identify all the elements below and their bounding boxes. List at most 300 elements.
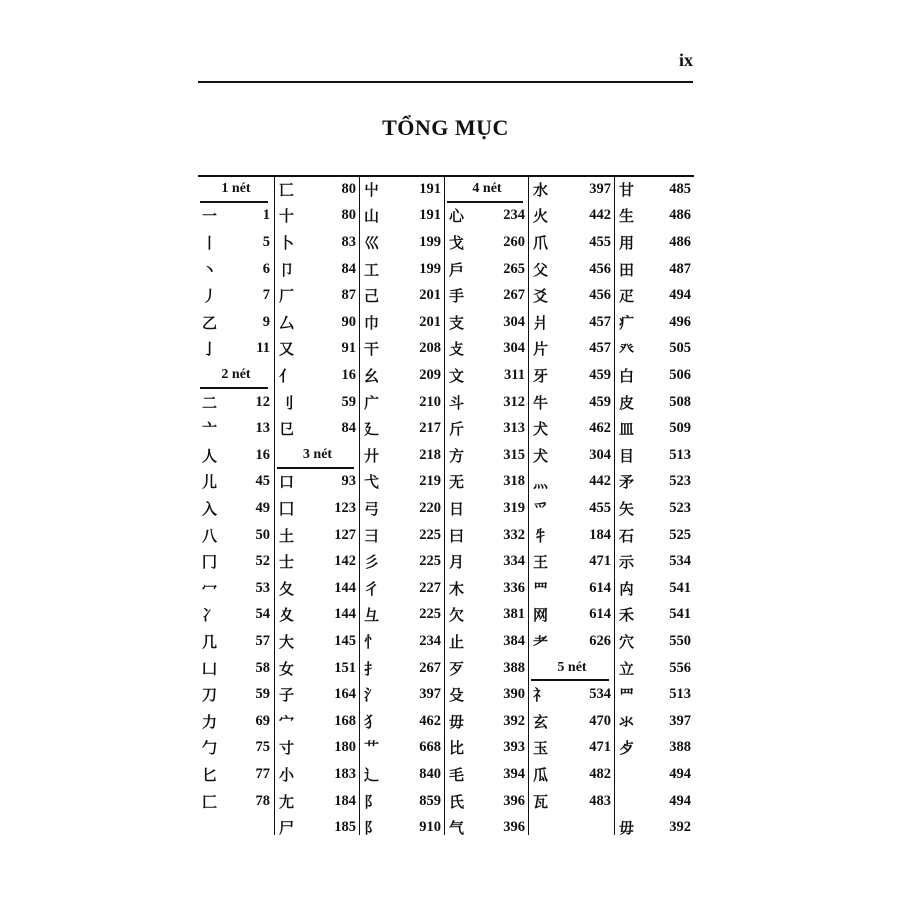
- radical-index-table: [198, 175, 696, 838]
- page-reference: 388: [503, 659, 525, 676]
- radical-entry: [615, 336, 695, 363]
- radical-entry: [615, 469, 695, 496]
- radical-glyph: 凵: [202, 659, 218, 678]
- page-reference: 513: [669, 686, 691, 703]
- radical-entry: [529, 761, 615, 788]
- radical-entry: [615, 735, 695, 762]
- radical-glyph: 矛: [619, 473, 635, 492]
- radical-glyph: 冂: [202, 553, 218, 572]
- page-reference: 482: [589, 765, 611, 782]
- radical-glyph: 罒: [619, 686, 635, 705]
- header-rule: [198, 81, 693, 83]
- radical-entry: [529, 788, 615, 815]
- page-reference: 525: [669, 526, 691, 543]
- page-reference: 392: [669, 819, 691, 836]
- radical-glyph: 灬: [533, 473, 549, 492]
- radical-entry: [360, 362, 445, 389]
- radical-entry: [529, 229, 615, 256]
- page-reference: 87: [341, 287, 356, 304]
- radical-glyph: 八: [202, 526, 218, 545]
- radical-glyph: 支: [449, 313, 465, 332]
- page-number: ix: [678, 50, 693, 70]
- radical-entry: [198, 735, 274, 762]
- index-column-2: [274, 175, 360, 838]
- radical-entry: [445, 522, 529, 549]
- page-reference: 509: [669, 420, 691, 437]
- page-reference: 57: [255, 632, 270, 649]
- index-column-6: [614, 175, 695, 838]
- radical-entry: [275, 362, 360, 389]
- radical-glyph: 几: [202, 632, 218, 651]
- radical-entry: [615, 575, 695, 602]
- radical-entry: [615, 495, 695, 522]
- radical-entry: [445, 681, 529, 708]
- radical-glyph: 牛: [533, 393, 549, 412]
- page-reference: 392: [503, 712, 525, 729]
- radical-entry: [198, 788, 274, 815]
- radical-glyph: 父: [533, 260, 549, 279]
- radical-entry: [615, 522, 695, 549]
- page-reference: 534: [669, 553, 691, 570]
- radical-entry: [445, 309, 529, 336]
- radical-entry: [445, 708, 529, 735]
- radical-entry: [198, 495, 274, 522]
- radical-glyph: 穴: [619, 632, 635, 651]
- radical-glyph: 皿: [619, 420, 635, 439]
- page-reference: 9: [262, 313, 270, 330]
- page-reference: 496: [669, 313, 691, 330]
- radical-glyph: 牜: [533, 526, 549, 545]
- page-title: TỔNG MỤC: [382, 115, 509, 140]
- radical-entry: [615, 256, 695, 283]
- radical-glyph: 弓: [364, 499, 380, 518]
- radical-glyph: 儿: [202, 473, 218, 492]
- radical-glyph: 丶: [202, 260, 218, 279]
- radical-glyph: 矢: [619, 499, 635, 518]
- page-reference: 53: [255, 579, 270, 596]
- radical-glyph: 忄: [364, 632, 380, 651]
- radical-glyph: 尢: [279, 792, 295, 811]
- page-reference: 505: [669, 340, 691, 357]
- radical-glyph: 小: [279, 765, 295, 784]
- radical-entry: [275, 602, 360, 629]
- radical-glyph: 心: [449, 207, 465, 226]
- radical-entry: [445, 655, 529, 682]
- radical-glyph: 刀: [202, 686, 218, 705]
- page-reference: 151: [334, 659, 356, 676]
- page-reference: 7: [262, 287, 270, 304]
- page-reference: 487: [669, 260, 691, 277]
- page-reference: 218: [419, 446, 441, 463]
- radical-entry: [275, 389, 360, 416]
- radical-glyph: 田: [619, 260, 635, 279]
- radical-glyph: 氵: [364, 686, 380, 705]
- radical-glyph: 疋: [619, 287, 635, 306]
- radical-entry: [275, 256, 360, 283]
- page-reference: 225: [419, 526, 441, 543]
- radical-entry: [529, 602, 615, 629]
- page-reference: 523: [669, 499, 691, 516]
- radical-entry: [360, 336, 445, 363]
- page-reference: 910: [419, 819, 441, 836]
- radical-entry: [360, 442, 445, 469]
- radical-entry: [198, 708, 274, 735]
- page-reference: 78: [255, 792, 270, 809]
- radical-glyph: 亅: [202, 340, 218, 359]
- page-reference: 840: [419, 765, 441, 782]
- radical-entry: [445, 203, 529, 230]
- page-reference: 334: [503, 553, 525, 570]
- page-reference: 384: [503, 632, 525, 649]
- page-reference: 397: [419, 686, 441, 703]
- radical-glyph: 冖: [202, 579, 218, 598]
- page-reference: 123: [334, 499, 356, 516]
- radical-entry: [275, 788, 360, 815]
- radical-glyph: 巛: [364, 233, 380, 252]
- radical-glyph: 屮: [364, 180, 380, 199]
- page-reference: 523: [669, 473, 691, 490]
- radical-entry: [198, 681, 274, 708]
- radical-glyph: 阝: [364, 819, 380, 838]
- stroke-count-header: 1 nét: [198, 176, 274, 203]
- page-reference: 506: [669, 366, 691, 383]
- page-reference: 199: [419, 233, 441, 250]
- radical-glyph: 彑: [364, 606, 380, 625]
- page-reference: 49: [255, 499, 270, 516]
- radical-entry: [360, 389, 445, 416]
- page-reference: 388: [669, 739, 691, 756]
- radical-glyph: 罒: [533, 579, 549, 598]
- radical-glyph: 气: [449, 819, 465, 838]
- radical-glyph: 犬: [533, 446, 549, 465]
- page-reference: 486: [669, 207, 691, 224]
- radical-glyph: 犬: [533, 420, 549, 439]
- radical-glyph: 士: [279, 553, 295, 572]
- radical-entry: [445, 282, 529, 309]
- radical-entry: [198, 442, 274, 469]
- radical-entry: [615, 548, 695, 575]
- radical-glyph: 礻: [533, 686, 549, 705]
- page-reference: 80: [341, 207, 356, 224]
- radical-entry: [445, 336, 529, 363]
- radical-entry: [445, 761, 529, 788]
- radical-entry: [529, 469, 615, 496]
- radical-entry: [275, 522, 360, 549]
- page-reference: 16: [341, 366, 356, 383]
- radical-glyph: 戈: [449, 233, 465, 252]
- page-reference: 58: [255, 659, 270, 676]
- page-reference: 442: [589, 207, 611, 224]
- radical-entry: [360, 814, 445, 841]
- radical-glyph: 尸: [279, 819, 295, 838]
- radical-entry: [360, 735, 445, 762]
- page-reference: 54: [255, 606, 270, 623]
- radical-glyph: 欠: [449, 606, 465, 625]
- radical-glyph: 卜: [279, 233, 295, 252]
- radical-entry: [445, 256, 529, 283]
- radical-glyph: 囗: [279, 499, 295, 518]
- radical-entry: [615, 655, 695, 682]
- radical-entry: [529, 628, 615, 655]
- radical-glyph: 丨: [202, 233, 218, 252]
- radical-glyph: 爻: [533, 287, 549, 306]
- radical-glyph: 犭: [364, 712, 380, 731]
- radical-entry: [529, 309, 615, 336]
- page-reference: 234: [419, 632, 441, 649]
- page-reference: 396: [503, 792, 525, 809]
- radical-entry: [445, 362, 529, 389]
- radical-entry: [529, 495, 615, 522]
- radical-entry: [198, 415, 274, 442]
- radical-glyph: 禸: [619, 579, 635, 598]
- page-reference: 394: [503, 765, 525, 782]
- radical-entry: [529, 708, 615, 735]
- radical-glyph: 日: [449, 499, 465, 518]
- radical-glyph: 夊: [279, 606, 295, 625]
- radical-entry: [529, 415, 615, 442]
- radical-glyph: 干: [364, 340, 380, 359]
- radical-glyph: 木: [449, 579, 465, 598]
- radical-glyph: 爪: [533, 233, 549, 252]
- page-reference: 550: [669, 632, 691, 649]
- page-reference: 5: [262, 233, 270, 250]
- index-column-4: [444, 175, 529, 838]
- radical-glyph: 大: [279, 632, 295, 651]
- page-reference: 93: [341, 473, 356, 490]
- radical-entry: [529, 389, 615, 416]
- radical-entry: [445, 575, 529, 602]
- radical-glyph: 立: [619, 659, 635, 678]
- radical-glyph: 疒: [619, 313, 635, 332]
- radical-glyph: 水: [533, 180, 549, 199]
- radical-glyph: 示: [619, 553, 635, 572]
- radical-glyph: 彐: [364, 526, 380, 545]
- page-reference: 142: [334, 553, 356, 570]
- page-reference: 304: [503, 340, 525, 357]
- radical-glyph: 廾: [364, 446, 380, 465]
- radical-glyph: 皮: [619, 393, 635, 412]
- radical-glyph: 彳: [364, 579, 380, 598]
- radical-entry: [275, 814, 360, 841]
- page-reference: 556: [669, 659, 691, 676]
- radical-glyph: 殳: [449, 686, 465, 705]
- radical-entry: [275, 655, 360, 682]
- radical-entry: [445, 548, 529, 575]
- page-reference: 91: [341, 340, 356, 357]
- radical-glyph: 网: [533, 606, 549, 625]
- radical-entry: [198, 761, 274, 788]
- page-reference: 304: [589, 446, 611, 463]
- page-reference: 184: [334, 792, 356, 809]
- radical-glyph: 白: [619, 366, 635, 385]
- radical-glyph: 一: [202, 207, 218, 226]
- radical-glyph: 牙: [533, 366, 549, 385]
- radical-entry: [275, 336, 360, 363]
- page-reference: 90: [341, 313, 356, 330]
- radical-entry: [198, 389, 274, 416]
- page-reference: 668: [419, 739, 441, 756]
- radical-glyph: 止: [449, 632, 465, 651]
- radical-entry: [615, 814, 695, 841]
- radical-entry: [360, 628, 445, 655]
- radical-glyph: 玄: [533, 712, 549, 731]
- radical-glyph: 手: [449, 287, 465, 306]
- page-reference: 319: [503, 499, 525, 516]
- radical-glyph: 刂: [279, 393, 295, 412]
- page-reference: 191: [419, 207, 441, 224]
- radical-glyph: 女: [279, 659, 295, 678]
- page-reference: 485: [669, 180, 691, 197]
- radical-entry: [615, 362, 695, 389]
- radical-entry: [360, 415, 445, 442]
- page-reference: 486: [669, 233, 691, 250]
- radical-entry: [615, 442, 695, 469]
- radical-glyph: 土: [279, 526, 295, 545]
- radical-glyph: 阝: [364, 792, 380, 811]
- radical-entry: [198, 602, 274, 629]
- radical-entry: [360, 655, 445, 682]
- radical-glyph: 耂: [533, 632, 549, 651]
- radical-entry: [360, 176, 445, 203]
- page-reference: 201: [419, 287, 441, 304]
- page-reference: 225: [419, 553, 441, 570]
- stroke-count-header: 2 nét: [198, 362, 274, 389]
- page-reference: 50: [255, 526, 270, 543]
- radical-entry: [615, 176, 695, 203]
- radical-entry: [360, 575, 445, 602]
- page-reference: 75: [255, 739, 270, 756]
- radical-entry: [529, 176, 615, 203]
- page-reference: 210: [419, 393, 441, 410]
- radical-glyph: 方: [449, 446, 465, 465]
- page-reference: 455: [589, 233, 611, 250]
- radical-glyph: 目: [619, 446, 635, 465]
- page-reference: 145: [334, 632, 356, 649]
- radical-glyph: 爿: [533, 313, 549, 332]
- page-reference: 201: [419, 313, 441, 330]
- radical-entry: [615, 389, 695, 416]
- radical-entry: [198, 655, 274, 682]
- radical-entry: [529, 282, 615, 309]
- radical-glyph: 比: [449, 739, 465, 758]
- page-reference: 471: [589, 739, 611, 756]
- index-column-3: [359, 175, 445, 838]
- radical-glyph: 二: [202, 393, 218, 412]
- radical-glyph: 人: [202, 446, 218, 465]
- radical-entry: [445, 814, 529, 841]
- radical-entry: [198, 256, 274, 283]
- radical-entry: [615, 628, 695, 655]
- radical-entry: [360, 203, 445, 230]
- page-reference: 459: [589, 393, 611, 410]
- radical-entry: [529, 256, 615, 283]
- radical-glyph: 勹: [202, 739, 218, 758]
- page-reference: 227: [419, 579, 441, 596]
- page-reference: 77: [255, 765, 270, 782]
- radical-entry: [615, 761, 695, 788]
- radical-entry: [445, 229, 529, 256]
- radical-entry: [529, 548, 615, 575]
- radical-glyph: 斗: [449, 393, 465, 412]
- radical-glyph: 氺: [619, 712, 635, 731]
- radical-glyph: 㔾: [279, 420, 295, 439]
- radical-entry: [360, 309, 445, 336]
- radical-entry: [360, 256, 445, 283]
- radical-entry: [275, 176, 360, 203]
- radical-entry: [198, 522, 274, 549]
- radical-entry: [615, 708, 695, 735]
- index-column-5: [528, 175, 615, 835]
- radical-entry: [615, 229, 695, 256]
- radical-glyph: 亠: [202, 420, 218, 439]
- radical-entry: [360, 708, 445, 735]
- page-reference: 397: [589, 180, 611, 197]
- radical-entry: [275, 761, 360, 788]
- page-reference: 265: [503, 260, 525, 277]
- page-reference: 313: [503, 420, 525, 437]
- radical-glyph: 巾: [364, 313, 380, 332]
- index-column-1: [198, 175, 274, 835]
- radical-entry: [615, 681, 695, 708]
- page-reference: 459: [589, 366, 611, 383]
- radical-entry: [360, 522, 445, 549]
- page-reference: 52: [255, 553, 270, 570]
- radical-glyph: 生: [619, 207, 635, 226]
- page-reference: 127: [334, 526, 356, 543]
- page-reference: 859: [419, 792, 441, 809]
- radical-entry: [275, 575, 360, 602]
- radical-glyph: 玉: [533, 739, 549, 758]
- page-reference: 69: [255, 712, 270, 729]
- page-reference: 185: [334, 819, 356, 836]
- page-reference: 164: [334, 686, 356, 703]
- radical-glyph: 弋: [364, 473, 380, 492]
- page-reference: 6: [262, 260, 270, 277]
- page-reference: 457: [589, 340, 611, 357]
- radical-entry: [275, 735, 360, 762]
- page-reference: 183: [334, 765, 356, 782]
- radical-glyph: 斤: [449, 420, 465, 439]
- page-reference: 513: [669, 446, 691, 463]
- page-reference: 267: [419, 659, 441, 676]
- radical-entry: [275, 548, 360, 575]
- radical-glyph: 甘: [619, 180, 635, 199]
- radical-glyph: 工: [364, 260, 380, 279]
- page-reference: 144: [334, 606, 356, 623]
- page-reference: 59: [341, 393, 356, 410]
- radical-entry: [275, 681, 360, 708]
- stroke-count-header: 5 nét: [529, 655, 615, 682]
- radical-entry: [445, 469, 529, 496]
- radical-glyph: 丿: [202, 287, 218, 306]
- page-reference: 1: [262, 207, 270, 224]
- radical-glyph: 文: [449, 366, 465, 385]
- radical-glyph: 用: [619, 233, 635, 252]
- radical-entry: [445, 415, 529, 442]
- page-reference: 541: [669, 579, 691, 596]
- page-reference: 45: [255, 473, 270, 490]
- page-reference: 168: [334, 712, 356, 729]
- radical-entry: [360, 282, 445, 309]
- radical-glyph: 毋: [449, 712, 465, 731]
- page-reference: 184: [589, 526, 611, 543]
- radical-glyph: 毋: [619, 819, 635, 838]
- page-reference: 471: [589, 553, 611, 570]
- radical-glyph: 石: [619, 526, 635, 545]
- radical-entry: [198, 336, 274, 363]
- radical-entry: [445, 788, 529, 815]
- radical-glyph: 片: [533, 340, 549, 359]
